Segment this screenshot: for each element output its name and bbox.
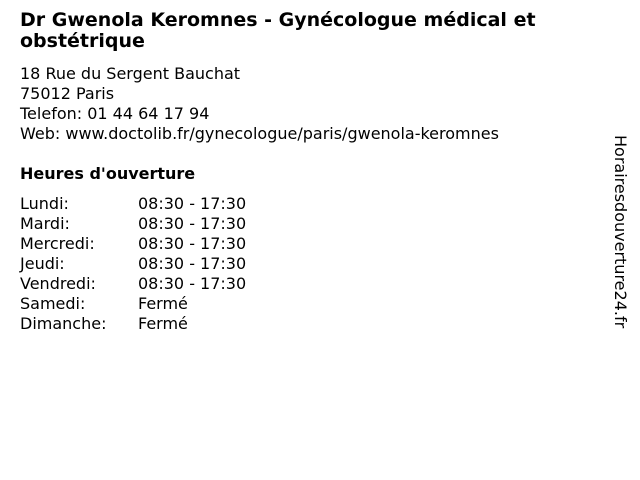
day-hours: Fermé: [138, 314, 188, 333]
day-label: Jeudi:: [20, 254, 65, 273]
day-hours: 08:30 - 17:30: [138, 194, 247, 213]
opening-hours-heading: Heures d'ouverture: [20, 164, 196, 183]
day-hours: 08:30 - 17:30: [138, 234, 247, 253]
day-label: Mardi:: [20, 214, 70, 233]
hours-row-samedi: [20, 294, 246, 314]
city: 75012 Paris: [20, 84, 115, 103]
street-address: 18 Rue du Sergent Bauchat: [20, 64, 241, 83]
hours-row-vendredi: [20, 274, 246, 294]
address-block: [20, 64, 499, 144]
day-hours: 08:30 - 17:30: [138, 254, 247, 273]
day-label: Samedi:: [20, 294, 86, 313]
opening-hours-table: [20, 194, 246, 334]
day-label: Dimanche:: [20, 314, 107, 333]
website: Web: www.doctolib.fr/gynecologue/paris/gwenola-keromnes: [20, 124, 499, 143]
phone-number: Telefon: 01 44 64 17 94: [20, 104, 210, 123]
hours-row-jeudi: [20, 254, 246, 274]
day-label: Vendredi:: [20, 274, 96, 293]
day-hours: Fermé: [138, 294, 188, 313]
hours-row-dimanche: [20, 314, 246, 334]
site-brand-vertical: Horairesdouverture24.fr: [611, 135, 630, 329]
day-label: Mercredi:: [20, 234, 95, 253]
day-label: Lundi:: [20, 194, 69, 213]
business-name: Dr Gwenola Keromnes - Gynécologue médical et obstétrique: [20, 9, 536, 52]
hours-row-mercredi: [20, 234, 246, 254]
day-hours: 08:30 - 17:30: [138, 214, 247, 233]
hours-row-lundi: [20, 194, 246, 214]
day-hours: 08:30 - 17:30: [138, 274, 247, 293]
hours-row-mardi: [20, 214, 246, 234]
